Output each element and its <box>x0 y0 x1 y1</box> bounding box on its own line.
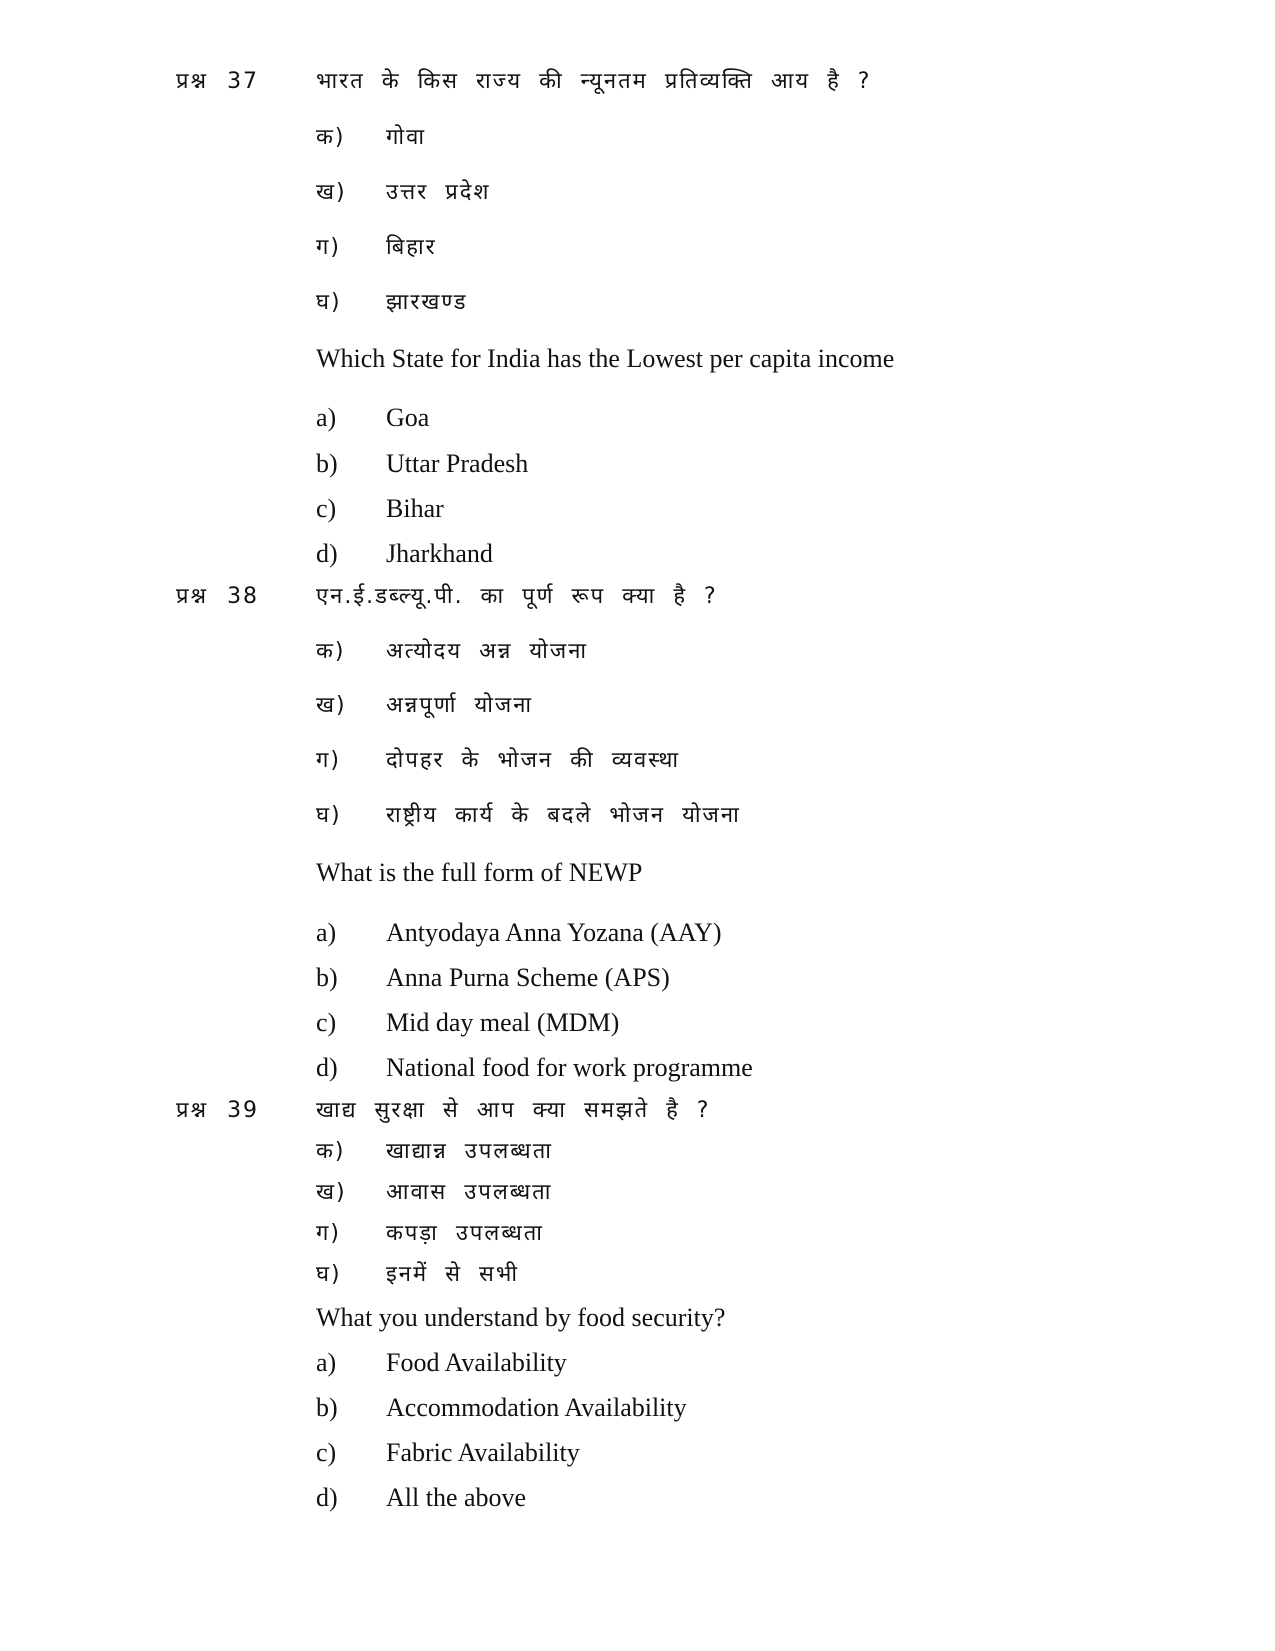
option-label-hindi: ग) <box>316 1221 341 1246</box>
option-label-hindi: ग) <box>316 235 341 260</box>
option-label-english: d) <box>316 1483 338 1512</box>
option-label-hindi: ख) <box>316 1180 347 1205</box>
option-text-english: All the above <box>386 1483 527 1512</box>
option-label-english: a) <box>316 1348 337 1377</box>
question-text-hindi: खाद्य सुरक्षा से आप क्या समझते है ? <box>316 1098 711 1123</box>
option-label-english: a) <box>316 403 337 432</box>
option-text-hindi: कपड़ा उपलब्धता <box>386 1221 544 1246</box>
option-text-hindi: उत्तर प्रदेश <box>386 180 491 205</box>
option-label-english: c) <box>316 1438 337 1467</box>
option-text-english: Mid day meal (MDM) <box>386 1008 620 1037</box>
question-text-english: What is the full form of NEWP <box>316 858 643 887</box>
question-text-english: Which State for India has the Lowest per capita income <box>316 344 895 373</box>
question-number: प्रश्न 39 <box>176 1098 260 1123</box>
option-text-hindi: आवास उपलब्धता <box>386 1180 553 1205</box>
option-label-english: d) <box>316 539 338 568</box>
option-text-english: Food Availability <box>386 1348 567 1377</box>
option-label-english: b) <box>316 1393 338 1422</box>
option-label-hindi: ख) <box>316 693 347 718</box>
option-text-english: National food for work programme <box>386 1053 753 1082</box>
option-text-hindi: राष्ट्रीय कार्य के बदले भोजन योजना <box>386 803 741 828</box>
option-text-english: Fabric Availability <box>386 1438 580 1467</box>
option-label-english: c) <box>316 494 337 523</box>
option-label-hindi: घ) <box>316 1262 342 1287</box>
option-text-hindi: इनमें से सभी <box>386 1262 520 1287</box>
question-number: प्रश्न 38 <box>176 584 260 609</box>
option-text-english: Accommodation Availability <box>386 1393 687 1422</box>
option-label-hindi: क) <box>316 639 346 664</box>
question-text-english: What you understand by food security? <box>316 1303 726 1332</box>
option-label-english: d) <box>316 1053 338 1082</box>
question-text-hindi: भारत के किस राज्य की न्यूनतम प्रतिव्यक्ति आय है ? <box>316 69 872 94</box>
option-text-hindi: गोवा <box>386 125 427 150</box>
option-label-english: c) <box>316 1008 337 1037</box>
option-text-english: Anna Purna Scheme (APS) <box>386 963 670 992</box>
option-text-english: Goa <box>386 403 430 432</box>
option-text-english: Uttar Pradesh <box>386 449 529 478</box>
option-text-hindi: अन्नपूर्णा योजना <box>386 693 534 718</box>
question-number: प्रश्न 37 <box>176 69 260 94</box>
option-label-hindi: क) <box>316 1139 346 1164</box>
option-label-hindi: ग) <box>316 748 341 773</box>
option-text-english: Bihar <box>386 494 444 523</box>
option-label-english: a) <box>316 918 337 947</box>
option-text-hindi: झारखण्ड <box>386 290 468 315</box>
option-label-english: b) <box>316 449 338 478</box>
option-text-hindi: अत्योदय अन्न योजना <box>386 639 589 664</box>
option-text-english: Jharkhand <box>386 539 493 568</box>
option-label-hindi: घ) <box>316 803 342 828</box>
option-text-hindi: बिहार <box>386 235 437 260</box>
option-label-hindi: घ) <box>316 290 342 315</box>
option-label-hindi: क) <box>316 125 346 150</box>
option-label-english: b) <box>316 963 338 992</box>
option-text-english: Antyodaya Anna Yozana (AAY) <box>386 918 722 947</box>
option-label-hindi: ख) <box>316 180 347 205</box>
question-text-hindi: एन.ई.डब्ल्यू.पी. का पूर्ण रूप क्या है ? <box>316 584 718 609</box>
option-text-hindi: दोपहर के भोजन की व्यवस्था <box>386 748 681 773</box>
option-text-hindi: खाद्यान्न उपलब्धता <box>386 1139 553 1164</box>
